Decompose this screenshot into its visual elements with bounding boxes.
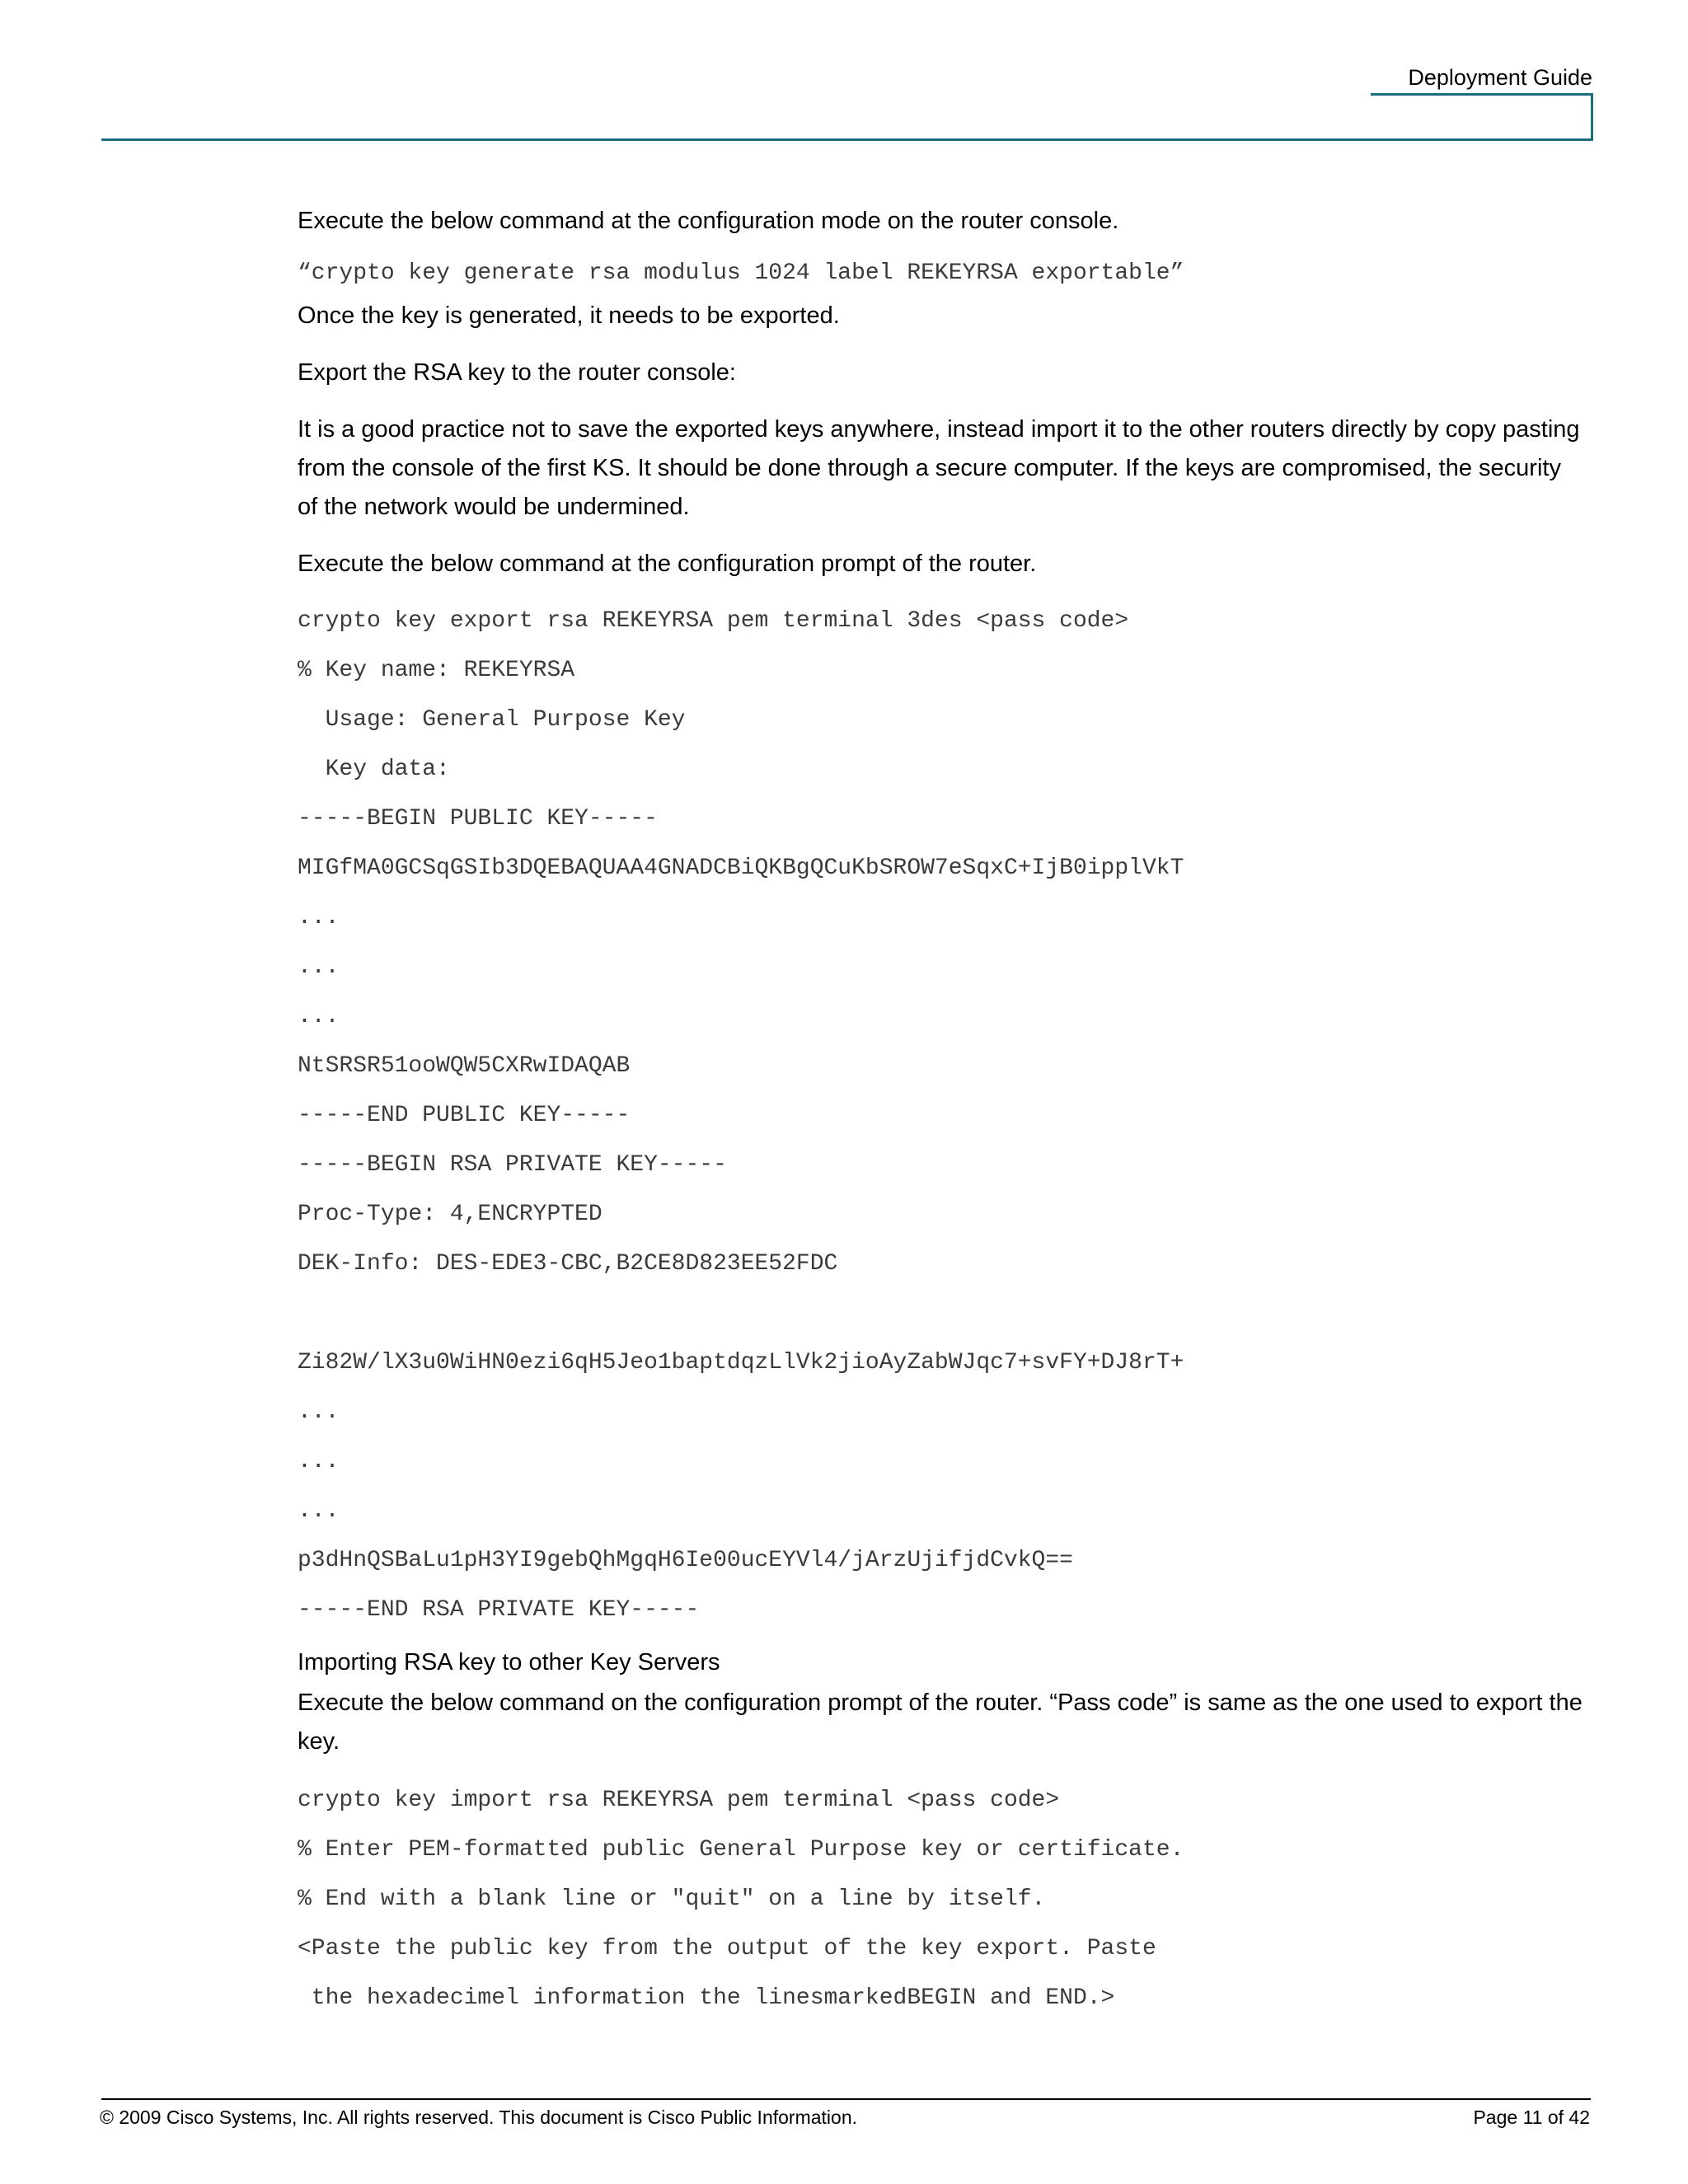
code-line: crypto key import rsa REKEYRSA pem terminal <pass code> (298, 1788, 1060, 1813)
paragraph-good-practice: It is a good practice not to save the exported keys anywhere, instead import it to the other routers directly by copy pasting from the console of the first KS. It should be done through a secure computer. If the keys are compromised, the security of the network would be undermined. (298, 416, 1580, 520)
code-line: ... (298, 1004, 340, 1029)
footer-page-number: Page 11 of 42 (1473, 2107, 1590, 2128)
code-line: % Enter PEM-formatted public General Purpose key or certificate. (298, 1837, 1184, 1863)
code-line: ... (298, 1399, 340, 1425)
code-line: ... (298, 954, 340, 980)
code-line: p3dHnQSBaLu1pH3YI9gebQhMgqH6Ie00ucEYVl4/jArzUjifjdCvkQ== (298, 1548, 1073, 1573)
code-line: Key data: (298, 757, 450, 782)
code-line: ... (298, 1449, 340, 1474)
code-line: % End with a blank line or "quit" on a line by itself. (298, 1886, 1046, 1912)
paragraph-export-key: Export the RSA key to the router console: (298, 359, 736, 386)
code-line: NtSRSR51ooWQW5CXRwIDAQAB (298, 1053, 631, 1079)
code-line: % Key name: REKEYRSA (298, 658, 575, 683)
code-line-blank (298, 1289, 1583, 1338)
paragraph-execute-config-prompt: Execute the below command at the configuration prompt of the router. (298, 551, 1037, 577)
paragraph-key-generated: Once the key is generated, it needs to be exported. (298, 302, 840, 329)
code-line: -----END RSA PRIVATE KEY----- (298, 1597, 700, 1623)
code-line: crypto key export rsa REKEYRSA pem terminal 3des <pass code> (298, 608, 1129, 634)
code-line: -----BEGIN PUBLIC KEY----- (298, 806, 658, 832)
header-title: Deployment Guide (1408, 65, 1592, 90)
command-generate-rsa: “crypto key generate rsa modulus 1024 label REKEYRSA exportable” (298, 260, 1184, 286)
footer-rule (101, 2098, 1591, 2100)
code-line: the hexadecimel information the linesmarkedBEGIN and END.> (298, 1985, 1115, 2011)
code-line: Zi82W/lX3u0WiHN0ezi6qH5Jeo1baptdqzLlVk2jioAyZabWJqc7+svFY+DJ8rT+ (298, 1350, 1184, 1376)
code-line: Proc-Type: 4,ENCRYPTED (298, 1202, 603, 1227)
header-rule (101, 138, 1593, 141)
import-code-block (298, 1776, 1583, 2023)
paragraph-execute-config-mode: Execute the below command at the configuration mode on the router console. (298, 208, 1119, 234)
header-tab-frame (1371, 93, 1593, 141)
code-line: -----END PUBLIC KEY----- (298, 1103, 631, 1128)
code-line: <Paste the public key from the output of the key export. Paste (298, 1936, 1156, 1961)
code-line: -----BEGIN RSA PRIVATE KEY----- (298, 1152, 727, 1178)
code-line: Usage: General Purpose Key (298, 707, 686, 733)
footer-copyright: © 2009 Cisco Systems, Inc. All rights reserved. This document is Cisco Public Information. (100, 2107, 858, 2128)
code-line: MIGfMA0GCSqGSIb3DQEBAQUAA4GNADCBiQKBgQCuKbSROW7eSqxC+IjB0ipplVkT (298, 855, 1184, 881)
export-code-block (298, 597, 1583, 1635)
paragraph-execute-import: Execute the below command on the configuration prompt of the router. “Pass code” is same as the one used to export the key. (298, 1690, 1582, 1755)
code-line: DEK-Info: DES-EDE3-CBC,B2CE8D823EE52FDC (298, 1251, 838, 1277)
heading-importing-rsa-key: Importing RSA key to other Key Servers (298, 1649, 720, 1675)
code-line: ... (298, 1498, 340, 1524)
main-content (298, 202, 1583, 2032)
code-line: ... (298, 905, 340, 930)
